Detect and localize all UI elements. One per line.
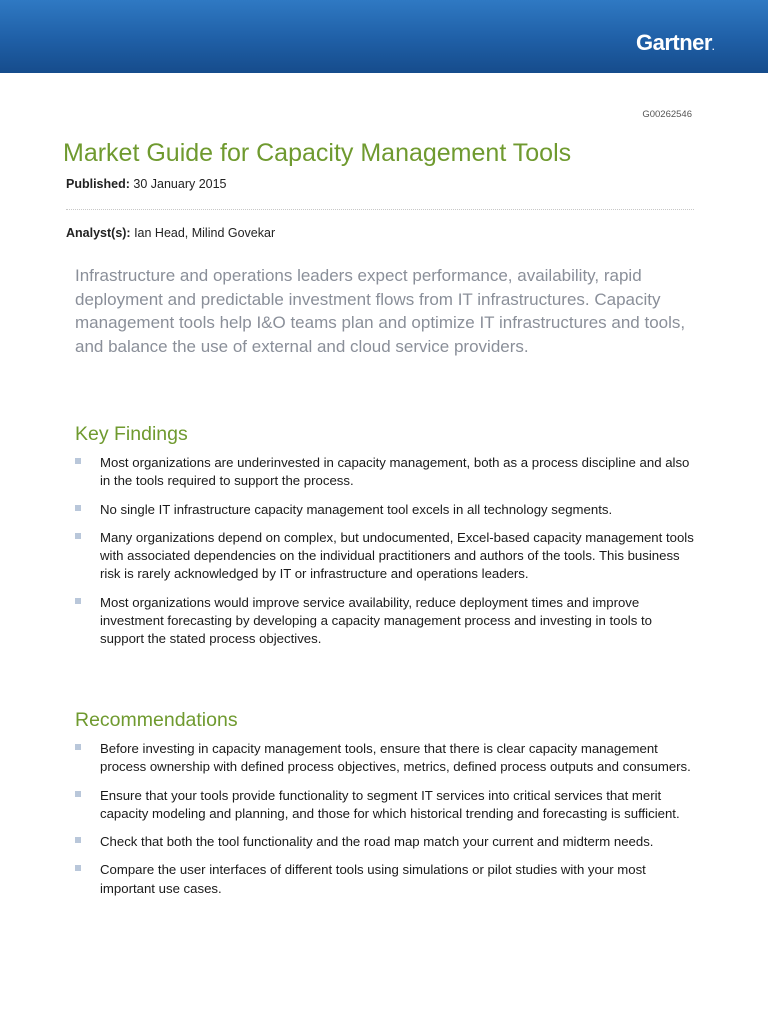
published-date: 30 January 2015 <box>129 177 227 191</box>
list-item-text: Most organizations would improve service availability, reduce deployment times and improve investment forecasting by developing a capacity management process and investing in tools to support the stated process objectives. <box>100 594 652 647</box>
list-item <box>75 594 695 649</box>
bullet-square-icon <box>75 533 81 539</box>
bullet-square-icon <box>75 505 81 511</box>
list-item <box>75 861 695 898</box>
list-item-text: Compare the user interfaces of different tools using simulations or pilot studies with your most important use cases. <box>100 862 646 896</box>
key-findings-list <box>75 454 695 659</box>
bullet-square-icon <box>75 837 81 843</box>
analysts-line <box>66 226 275 240</box>
logo-dot: . <box>711 42 714 52</box>
bullet-square-icon <box>75 458 81 464</box>
list-item-text: Before investing in capacity management tools, ensure that there is clear capacity management process ownership with defined process objectives, metrics, defined process outputs and consumers. <box>100 741 691 775</box>
list-item-text: Many organizations depend on complex, but undocumented, Excel-based capacity management tools with associated dependencies on the individual practitioners and authors of the tools. This business risk is rarely acknowledged by IT or infrastructure and operations leaders. <box>100 529 694 582</box>
recommendations-heading: Recommendations <box>75 709 238 731</box>
key-findings-heading: Key Findings <box>75 423 188 445</box>
published-label: Published: <box>66 177 130 191</box>
gartner-logo <box>636 30 714 56</box>
bullet-square-icon <box>75 865 81 871</box>
page-title: Market Guide for Capacity Management Tools <box>63 139 572 167</box>
list-item <box>75 529 695 584</box>
bullet-square-icon <box>75 744 81 750</box>
analysts-label: Analyst(s): <box>66 226 131 240</box>
list-item-text: Ensure that your tools provide functionality to segment IT services into critical services that merit capacity modeling and planning, and those for which historical trending and forecasting is sufficient. <box>100 787 680 821</box>
bullet-square-icon <box>75 791 81 797</box>
list-item <box>75 501 695 519</box>
document-id: G00262546 <box>642 109 692 120</box>
published-line <box>66 177 227 191</box>
list-item <box>75 740 695 777</box>
list-item <box>75 454 695 491</box>
list-item-text: Most organizations are underinvested in capacity management, both as a process discipline and also in the tools required to support the process. <box>100 455 690 489</box>
recommendations-list <box>75 740 695 908</box>
meta-divider <box>66 209 694 210</box>
bullet-square-icon <box>75 598 81 604</box>
list-item-text: No single IT infrastructure capacity management tool excels in all technology segments. <box>100 501 613 517</box>
list-item <box>75 833 695 851</box>
header-bar <box>0 0 768 73</box>
list-item <box>75 787 695 824</box>
list-item-text: Check that both the tool functionality and the road map match your current and midterm needs. <box>100 834 654 850</box>
summary-paragraph: Infrastructure and operations leaders expect performance, availability, rapid deployment and predictable investment flows from IT infrastructures. Capacity management tools help I&O teams plan and optimize IT infrastructures and tools, and balance the use of external and cloud service providers. <box>75 266 686 356</box>
logo-text: Gartner <box>636 30 712 55</box>
analysts-names: Ian Head, Milind Govekar <box>130 226 276 240</box>
